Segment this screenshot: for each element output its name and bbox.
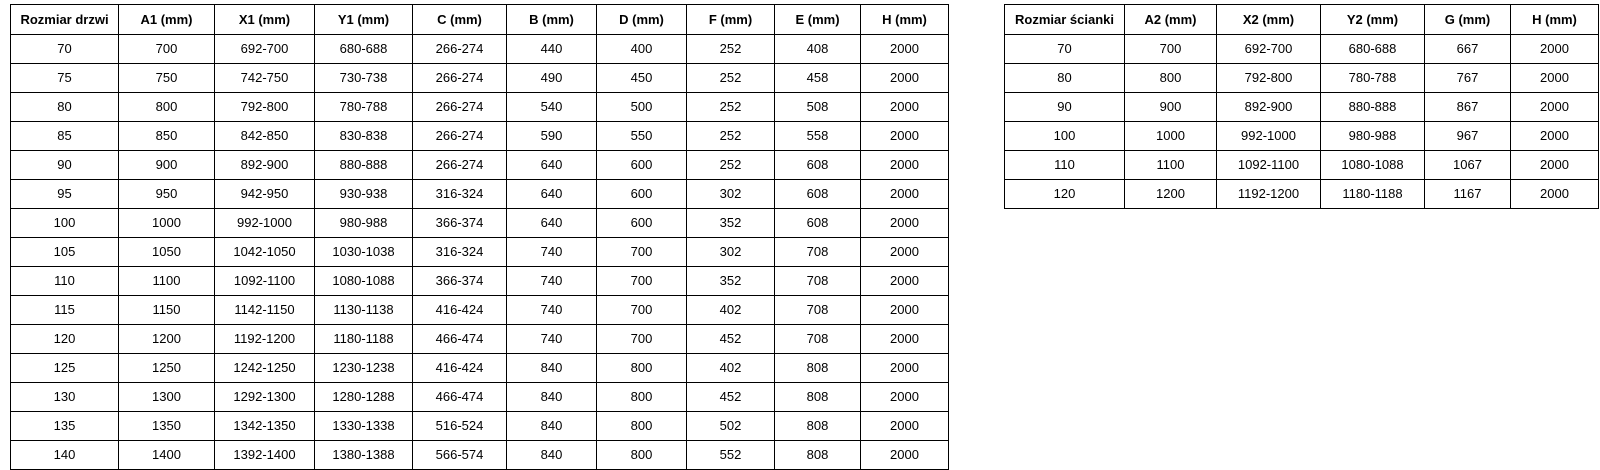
table-cell: 700	[119, 35, 215, 64]
table-cell: 1192-1200	[215, 325, 315, 354]
table-cell: 252	[687, 64, 775, 93]
table-cell: 1100	[1125, 151, 1217, 180]
table-cell: 2000	[861, 354, 949, 383]
table-row	[1005, 122, 1599, 151]
column-header-2: X1 (mm)	[215, 5, 315, 35]
table-cell: 416-424	[413, 354, 507, 383]
table-row	[11, 151, 949, 180]
table-cell: 2000	[861, 209, 949, 238]
table-cell: 600	[597, 151, 687, 180]
table-cell: 70	[11, 35, 119, 64]
table-cell: 120	[1005, 180, 1125, 209]
table-cell: 266-274	[413, 35, 507, 64]
table-cell: 2000	[1511, 122, 1599, 151]
column-header-5: B (mm)	[507, 5, 597, 35]
table-header-row	[1005, 5, 1599, 35]
table-cell: 950	[119, 180, 215, 209]
table-cell: 302	[687, 238, 775, 267]
table-cell: 842-850	[215, 122, 315, 151]
table-cell: 840	[507, 383, 597, 412]
table-cell: 140	[11, 441, 119, 470]
table-cell: 992-1000	[215, 209, 315, 238]
walls-table-head	[1005, 5, 1599, 35]
column-header-2: X2 (mm)	[1217, 5, 1321, 35]
table-cell: 558	[775, 122, 861, 151]
table-row	[11, 412, 949, 441]
table-cell: 850	[119, 122, 215, 151]
table-cell: 252	[687, 93, 775, 122]
table-cell: 800	[119, 93, 215, 122]
table-cell: 466-474	[413, 383, 507, 412]
table-cell: 1067	[1425, 151, 1511, 180]
table-cell: 640	[507, 151, 597, 180]
table-cell: 540	[507, 93, 597, 122]
table-cell: 600	[597, 209, 687, 238]
doors-dimension-table-container	[10, 4, 949, 470]
table-cell: 708	[775, 325, 861, 354]
table-cell: 1080-1088	[315, 267, 413, 296]
column-header-0: Rozmiar ścianki	[1005, 5, 1125, 35]
table-cell: 740	[507, 238, 597, 267]
table-header-row	[11, 5, 949, 35]
table-cell: 800	[1125, 64, 1217, 93]
table-row	[1005, 35, 1599, 64]
table-row	[11, 296, 949, 325]
table-cell: 700	[597, 325, 687, 354]
column-header-1: A2 (mm)	[1125, 5, 1217, 35]
column-header-1: A1 (mm)	[119, 5, 215, 35]
table-cell: 2000	[861, 441, 949, 470]
table-cell: 740	[507, 296, 597, 325]
table-cell: 2000	[861, 64, 949, 93]
table-cell: 1330-1338	[315, 412, 413, 441]
table-cell: 980-988	[1321, 122, 1425, 151]
table-cell: 416-424	[413, 296, 507, 325]
table-cell: 892-900	[215, 151, 315, 180]
table-cell: 1130-1138	[315, 296, 413, 325]
table-cell: 1200	[1125, 180, 1217, 209]
table-cell: 1030-1038	[315, 238, 413, 267]
table-row	[11, 354, 949, 383]
table-cell: 867	[1425, 93, 1511, 122]
table-cell: 252	[687, 35, 775, 64]
table-row	[11, 93, 949, 122]
table-cell: 490	[507, 64, 597, 93]
table-row	[1005, 64, 1599, 93]
table-cell: 800	[597, 354, 687, 383]
column-header-3: Y2 (mm)	[1321, 5, 1425, 35]
table-row	[11, 238, 949, 267]
table-cell: 70	[1005, 35, 1125, 64]
table-cell: 110	[11, 267, 119, 296]
table-cell: 1230-1238	[315, 354, 413, 383]
table-cell: 700	[597, 267, 687, 296]
table-cell: 252	[687, 122, 775, 151]
table-cell: 780-788	[1321, 64, 1425, 93]
table-row	[11, 64, 949, 93]
doors-table-head	[11, 5, 949, 35]
table-row	[1005, 151, 1599, 180]
table-cell: 1250	[119, 354, 215, 383]
table-cell: 1280-1288	[315, 383, 413, 412]
table-cell: 125	[11, 354, 119, 383]
table-cell: 1092-1100	[1217, 151, 1321, 180]
table-cell: 110	[1005, 151, 1125, 180]
table-cell: 708	[775, 296, 861, 325]
table-cell: 1000	[119, 209, 215, 238]
table-cell: 552	[687, 441, 775, 470]
column-header-7: F (mm)	[687, 5, 775, 35]
table-cell: 458	[775, 64, 861, 93]
table-cell: 408	[775, 35, 861, 64]
table-cell: 440	[507, 35, 597, 64]
table-cell: 742-750	[215, 64, 315, 93]
table-cell: 550	[597, 122, 687, 151]
table-cell: 640	[507, 180, 597, 209]
table-cell: 2000	[1511, 151, 1599, 180]
table-cell: 792-800	[1217, 64, 1321, 93]
table-cell: 840	[507, 354, 597, 383]
table-cell: 730-738	[315, 64, 413, 93]
table-cell: 1100	[119, 267, 215, 296]
table-cell: 767	[1425, 64, 1511, 93]
table-cell: 740	[507, 267, 597, 296]
column-header-9: H (mm)	[861, 5, 949, 35]
table-cell: 900	[1125, 93, 1217, 122]
table-cell: 252	[687, 151, 775, 180]
table-cell: 590	[507, 122, 597, 151]
table-cell: 808	[775, 412, 861, 441]
table-cell: 452	[687, 383, 775, 412]
table-cell: 980-988	[315, 209, 413, 238]
table-cell: 1042-1050	[215, 238, 315, 267]
table-cell: 450	[597, 64, 687, 93]
table-cell: 1000	[1125, 122, 1217, 151]
table-row	[11, 325, 949, 354]
table-cell: 95	[11, 180, 119, 209]
walls-dimension-table	[1004, 4, 1599, 209]
table-row	[11, 122, 949, 151]
table-cell: 967	[1425, 122, 1511, 151]
table-cell: 266-274	[413, 64, 507, 93]
table-cell: 700	[1125, 35, 1217, 64]
table-cell: 266-274	[413, 122, 507, 151]
table-cell: 452	[687, 325, 775, 354]
table-cell: 1180-1188	[1321, 180, 1425, 209]
table-cell: 692-700	[1217, 35, 1321, 64]
table-cell: 1080-1088	[1321, 151, 1425, 180]
table-cell: 2000	[861, 325, 949, 354]
table-cell: 1400	[119, 441, 215, 470]
table-cell: 792-800	[215, 93, 315, 122]
table-cell: 992-1000	[1217, 122, 1321, 151]
table-cell: 800	[597, 412, 687, 441]
table-cell: 1342-1350	[215, 412, 315, 441]
table-cell: 2000	[861, 383, 949, 412]
table-cell: 120	[11, 325, 119, 354]
table-cell: 2000	[1511, 93, 1599, 122]
table-cell: 366-374	[413, 209, 507, 238]
table-cell: 708	[775, 238, 861, 267]
table-cell: 1242-1250	[215, 354, 315, 383]
table-cell: 930-938	[315, 180, 413, 209]
table-cell: 316-324	[413, 180, 507, 209]
table-cell: 1167	[1425, 180, 1511, 209]
table-cell: 266-274	[413, 151, 507, 180]
table-cell: 700	[597, 296, 687, 325]
table-row	[1005, 180, 1599, 209]
table-cell: 75	[11, 64, 119, 93]
table-cell: 750	[119, 64, 215, 93]
table-cell: 105	[11, 238, 119, 267]
table-cell: 640	[507, 209, 597, 238]
table-cell: 608	[775, 151, 861, 180]
table-cell: 500	[597, 93, 687, 122]
table-cell: 808	[775, 354, 861, 383]
table-cell: 135	[11, 412, 119, 441]
table-cell: 1380-1388	[315, 441, 413, 470]
column-header-0: Rozmiar drzwi	[11, 5, 119, 35]
table-row	[11, 441, 949, 470]
table-cell: 1350	[119, 412, 215, 441]
table-cell: 85	[11, 122, 119, 151]
table-cell: 115	[11, 296, 119, 325]
table-cell: 840	[507, 412, 597, 441]
table-cell: 1050	[119, 238, 215, 267]
table-cell: 100	[11, 209, 119, 238]
table-cell: 400	[597, 35, 687, 64]
table-cell: 1142-1150	[215, 296, 315, 325]
table-cell: 80	[11, 93, 119, 122]
table-cell: 600	[597, 180, 687, 209]
table-cell: 130	[11, 383, 119, 412]
table-row	[11, 180, 949, 209]
table-cell: 366-374	[413, 267, 507, 296]
table-cell: 840	[507, 441, 597, 470]
table-cell: 316-324	[413, 238, 507, 267]
table-cell: 2000	[861, 93, 949, 122]
table-cell: 680-688	[315, 35, 413, 64]
table-cell: 2000	[861, 267, 949, 296]
table-cell: 90	[1005, 93, 1125, 122]
table-cell: 880-888	[315, 151, 413, 180]
table-cell: 692-700	[215, 35, 315, 64]
table-cell: 2000	[861, 412, 949, 441]
table-cell: 266-274	[413, 93, 507, 122]
doors-dimension-table	[10, 4, 949, 470]
table-cell: 808	[775, 383, 861, 412]
table-cell: 502	[687, 412, 775, 441]
table-cell: 2000	[861, 151, 949, 180]
table-cell: 100	[1005, 122, 1125, 151]
table-cell: 352	[687, 267, 775, 296]
table-cell: 800	[597, 383, 687, 412]
table-cell: 2000	[861, 122, 949, 151]
table-cell: 2000	[1511, 180, 1599, 209]
column-header-4: C (mm)	[413, 5, 507, 35]
table-cell: 2000	[1511, 35, 1599, 64]
table-cell: 700	[597, 238, 687, 267]
table-cell: 780-788	[315, 93, 413, 122]
table-cell: 2000	[1511, 64, 1599, 93]
table-row	[11, 35, 949, 64]
column-header-5: H (mm)	[1511, 5, 1599, 35]
walls-table-body	[1005, 35, 1599, 209]
walls-dimension-table-container	[1004, 4, 1599, 209]
table-cell: 516-524	[413, 412, 507, 441]
table-cell: 608	[775, 180, 861, 209]
table-cell: 708	[775, 267, 861, 296]
table-cell: 352	[687, 209, 775, 238]
table-cell: 302	[687, 180, 775, 209]
table-cell: 402	[687, 296, 775, 325]
table-cell: 680-688	[1321, 35, 1425, 64]
table-cell: 1180-1188	[315, 325, 413, 354]
table-cell: 880-888	[1321, 93, 1425, 122]
table-cell: 800	[597, 441, 687, 470]
table-cell: 566-574	[413, 441, 507, 470]
column-header-4: G (mm)	[1425, 5, 1511, 35]
table-cell: 1392-1400	[215, 441, 315, 470]
table-cell: 402	[687, 354, 775, 383]
table-cell: 667	[1425, 35, 1511, 64]
table-cell: 1200	[119, 325, 215, 354]
table-row	[11, 383, 949, 412]
table-cell: 80	[1005, 64, 1125, 93]
table-cell: 740	[507, 325, 597, 354]
table-cell: 1292-1300	[215, 383, 315, 412]
table-cell: 892-900	[1217, 93, 1321, 122]
table-row	[11, 209, 949, 238]
table-cell: 900	[119, 151, 215, 180]
column-header-6: D (mm)	[597, 5, 687, 35]
table-cell: 2000	[861, 180, 949, 209]
table-cell: 808	[775, 441, 861, 470]
column-header-8: E (mm)	[775, 5, 861, 35]
table-cell: 466-474	[413, 325, 507, 354]
table-cell: 2000	[861, 35, 949, 64]
table-cell: 1150	[119, 296, 215, 325]
table-cell: 508	[775, 93, 861, 122]
table-cell: 2000	[861, 296, 949, 325]
table-cell: 608	[775, 209, 861, 238]
table-cell: 1192-1200	[1217, 180, 1321, 209]
table-cell: 2000	[861, 238, 949, 267]
table-row	[1005, 93, 1599, 122]
table-cell: 1300	[119, 383, 215, 412]
doors-table-body	[11, 35, 949, 470]
table-cell: 942-950	[215, 180, 315, 209]
table-cell: 90	[11, 151, 119, 180]
table-cell: 1092-1100	[215, 267, 315, 296]
table-row	[11, 267, 949, 296]
table-cell: 830-838	[315, 122, 413, 151]
column-header-3: Y1 (mm)	[315, 5, 413, 35]
